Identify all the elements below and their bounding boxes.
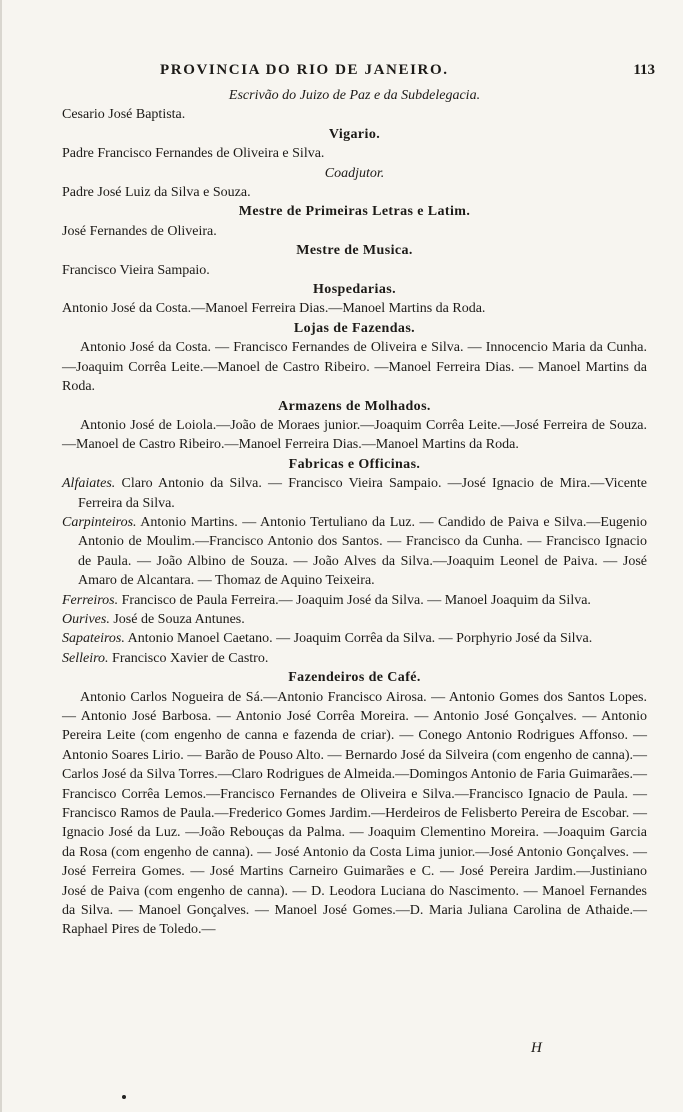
entry-text: Padre José Luiz da Silva e Souza. xyxy=(62,185,251,201)
trade-entry xyxy=(62,513,647,591)
section-escrivao-heading: Escrivão do Juizo de Paz e da Subdelegacia. xyxy=(228,88,481,103)
entry-text: Antonio José da Costa.—Manoel Ferreira Dias.—Manoel Martins da Roda. xyxy=(62,301,486,317)
section-fazendas-heading: Lojas de Fazendas. xyxy=(293,320,416,336)
trade-text: Antonio Martins. — Antonio Tertuliano da Luz. — Candido de Paiva e Silva.—Eugenio Antonio de Moulim.—Francisco Antonio dos Santos. — Francisco da Cunha. — Francisco Ignacio de Paula. — João Albino de Souza. — João Alves da Silva.—Joaquim Leonel de Paiva. — José Amaro de Alcantara. — Thomaz de Aquino Teixeira. xyxy=(78,514,647,589)
trade-entry xyxy=(62,610,647,629)
entry-text: Padre Francisco Fernandes de Oliveira e Silva. xyxy=(62,146,325,162)
ink-dot xyxy=(122,1095,126,1099)
entry-text: Cesario José Baptista. xyxy=(62,107,186,123)
section-fabricas-heading: Fabricas e Officinas. xyxy=(288,456,421,472)
trade-entry xyxy=(62,629,647,648)
entry-paragraph: Antonio José de Loiola.—João de Moraes junior.—Joaquim Corrêa Leite.—José Ferreira de Souza.—Manoel de Castro Ribeiro.—Manoel Ferreira Dias.—Manoel Martins da Roda. xyxy=(62,417,647,453)
trade-text: Francisco Xavier de Castro. xyxy=(112,650,269,666)
page-body xyxy=(62,86,647,940)
section-hospedarias-heading: Hospedarias. xyxy=(313,282,396,298)
trade-text: Francisco de Paula Ferreira.— Joaquim José da Silva. — Manoel Joaquim da Silva. xyxy=(121,592,591,608)
trade-label: Alfaiates. xyxy=(62,476,116,492)
section-coadjutor-heading: Coadjutor. xyxy=(324,165,385,181)
trade-text: José de Souza Antunes. xyxy=(113,611,245,627)
running-title: PROVINCIA DO RIO DE JANEIRO. xyxy=(160,62,449,78)
trade-entry xyxy=(62,474,647,513)
entry-text: José Fernandes de Oliveira. xyxy=(62,223,217,239)
trade-entry xyxy=(62,649,647,668)
trade-label: Selleiro. xyxy=(62,650,109,666)
trade-label: Sapateiros. xyxy=(62,631,125,647)
entry-paragraph: Antonio José da Costa. — Francisco Fernandes de Oliveira e Silva. — Innocencio Maria da Cunha. —Joaquim Corrêa Leite.—Manoel de Castro Ribeiro. —Manoel Ferreira Dias. — Manoel Martins da Roda. xyxy=(62,340,647,395)
trade-label: Ferreiros. xyxy=(62,592,119,608)
trade-label: Ourives. xyxy=(62,611,110,627)
section-fazendeiros-heading: Fazendeiros de Café. xyxy=(288,670,421,686)
entry-paragraph: Antonio Carlos Nogueira de Sá.—Antonio Francisco Airosa. — Antonio Gomes dos Santos Lopes. — Antonio José Barbosa. — Antonio José Corrêa Moreira. — Antonio José Gonçalves. — Antonio Pereira Leite (com engenho de canna e fazenda de criar). — Conego Antonio Rodrigues Affonso. — Antonio Soares Lirio. — Barão de Pouso Alto. — Bernardo José da Silveira (com engenho de canna).—Carlos José da Silva Torres.—Claro Rodrigues de Almeida.—Domingos Antonio de Faria Guimarães.—Francisco Corrêa Lemos.—Francisco Fernandes de Oliveira e Silva.—Francisco Ignacio de Paula. — Francisco Ramos de Paula.—Frederico Gomes Jardim.—Herdeiros de Felisberto Pereira de Escobar. — Ignacio José da Luz. —João Rebouças da Palma. — Joaquim Clementino Moreira. —Joaquim Garcia da Rosa (com engenho de canna). — José Antonio da Costa Lima junior.—José Antonio Gonçalves. — José Ferreira Gomes. — José Martins Carneiro Guimarães e C. — José Pereira Jardim.—Justiniano José de Paiva (com engenho de canna). — D. Leodora Luciana do Nascimento. — Manoel Fernandes da Silva. — Manoel Gonçalves. — Manoel José Gomes.—D. Maria Juliana Carolina de Athaide.—Raphael Pires de Toledo.— xyxy=(62,689,647,938)
section-primeiras-letras-heading: Mestre de Primeiras Letras e Latim. xyxy=(238,204,471,220)
page-number: 113 xyxy=(633,62,655,78)
section-molhados-heading: Armazens de Molhados. xyxy=(278,398,431,414)
entry-text: Francisco Vieira Sampaio. xyxy=(62,262,210,278)
trade-label: Carpinteiros. xyxy=(62,514,137,530)
section-musica-heading: Mestre de Musica. xyxy=(296,243,413,259)
trade-entry xyxy=(62,591,647,610)
signature-mark: H xyxy=(531,1040,542,1056)
page-edge xyxy=(0,0,2,1112)
section-vigario-heading: Vigario. xyxy=(328,126,381,142)
trade-text: Claro Antonio da Silva. — Francisco Vieira Sampaio. —José Ignacio de Mira.—Vicente Ferreira da Silva. xyxy=(78,476,648,511)
page-header xyxy=(60,62,655,84)
trade-text: Antonio Manoel Caetano. — Joaquim Corrêa da Silva. — Porphyrio José da Silva. xyxy=(127,631,593,647)
